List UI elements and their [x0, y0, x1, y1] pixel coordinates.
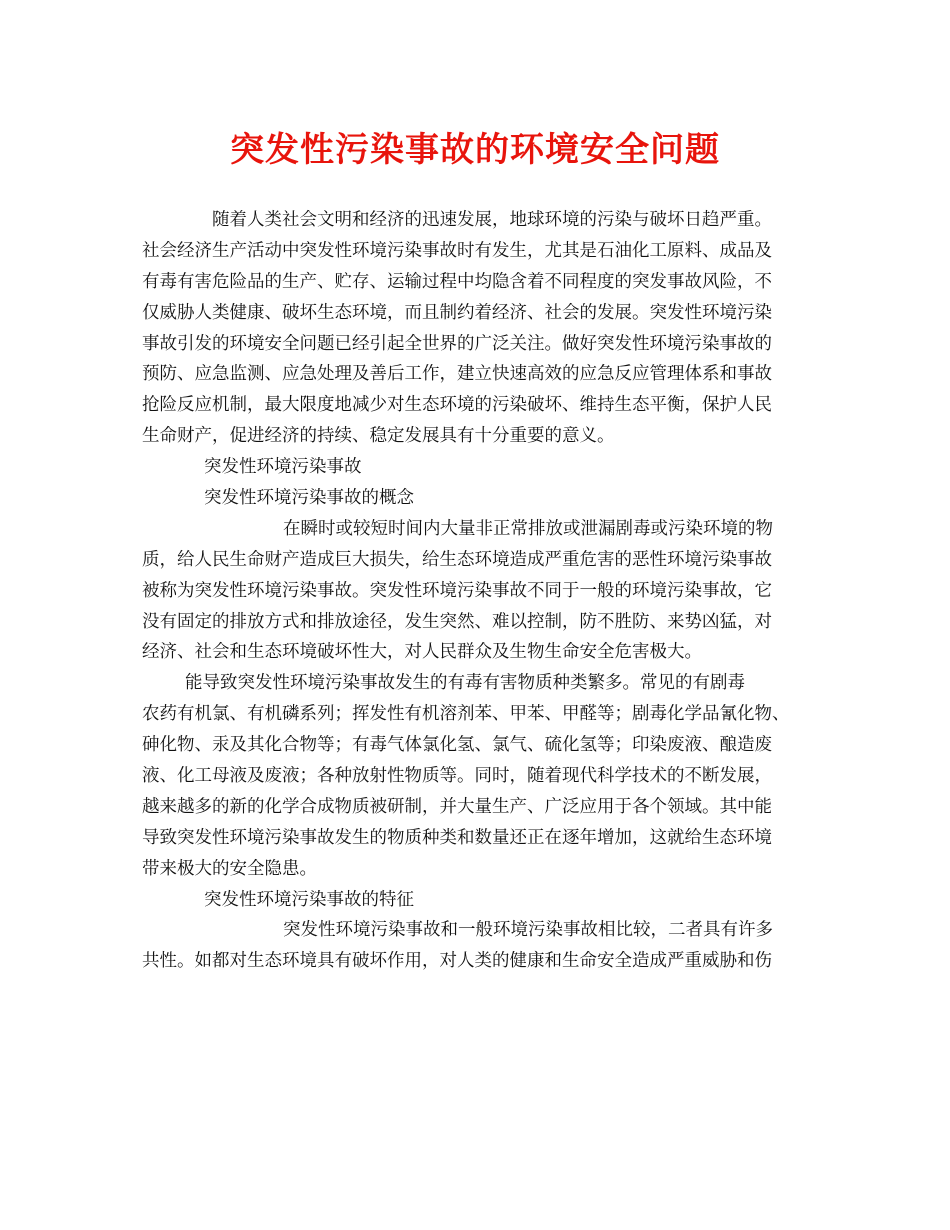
paragraph-line: 质，给人民生命财产造成巨大损失，给生态环境造成严重危害的恶性环境污染事故	[142, 549, 772, 570]
paragraph-line: 在瞬时或较短时间内大量非正常排放或泄漏剧毒或污染环境的物	[283, 518, 773, 539]
paragraph-line: 带来极大的安全隐患。	[142, 858, 317, 879]
paragraph-line: 农药有机氯、有机磷系列；挥发性有机溶剂苯、甲苯、甲醛等；剧毒化学品氰化物、	[142, 704, 790, 725]
subsection-heading: 突发性环境污染事故的特征	[204, 889, 414, 910]
document-title: 突发性污染事故的环境安全问题	[230, 130, 720, 170]
document-body	[142, 205, 832, 977]
subsection-heading: 突发性环境污染事故的概念	[204, 488, 414, 509]
paragraph-line: 共性。如都对生态环境具有破坏作用，对人类的健康和生命安全造成严重威胁和伤	[142, 951, 772, 972]
paragraph-line: 经济、社会和生态环境破坏性大，对人民群众及生物生命安全危害极大。	[142, 642, 702, 663]
paragraph-line: 导致突发性环境污染事故发生的物质种类和数量还正在逐年增加，这就给生态环境	[142, 827, 772, 848]
section-heading: 突发性环境污染事故	[204, 457, 362, 478]
paragraph-line: 砷化物、汞及其化合物等；有毒气体氯化氢、氯气、硫化氢等；印染废液、酿造废	[142, 735, 772, 756]
paragraph-line: 有毒有害危险品的生产、贮存、运输过程中均隐含着不同程度的突发事故风险，不	[142, 271, 772, 292]
paragraph-line: 生命财产，促进经济的持续、稳定发展具有十分重要的意义。	[142, 426, 615, 447]
paragraph-line: 越来越多的新的化学合成物质被研制，并大量生产、广泛应用于各个领域。其中能	[142, 796, 772, 817]
paragraph-line: 被称为突发性环境污染事故。突发性环境污染事故不同于一般的环境污染事故，它	[142, 580, 772, 601]
paragraph-line: 没有固定的排放方式和排放途径，发生突然、难以控制，防不胜防、来势凶猛，对	[142, 611, 772, 632]
paragraph-line: 事故引发的环境安全问题已经引起全世界的广泛关注。做好突发性环境污染事故的	[142, 333, 772, 354]
paragraph-line: 抢险反应机制，最大限度地减少对生态环境的污染破坏、维持生态平衡，保护人民	[142, 395, 772, 416]
paragraph-line: 预防、应急监测、应急处理及善后工作，建立快速高效的应急反应管理体系和事故	[142, 364, 772, 385]
paragraph-line: 液、化工母液及废液；各种放射性物质等。同时，随着现代科学技术的不断发展，	[142, 766, 772, 787]
paragraph-line: 随着人类社会文明和经济的迅速发展，地球环境的污染与破坏日趋严重。	[212, 210, 772, 230]
paragraph-line: 能导致突发性环境污染事故发生的有毒有害物质种类繁多。常见的有剧毒	[185, 673, 745, 694]
paragraph-line: 社会经济生产活动中突发性环境污染事故时有发生，尤其是石油化工原料、成品及	[142, 240, 772, 261]
paragraph-line: 突发性环境污染事故和一般环境污染事故相比较，二者具有许多	[283, 920, 773, 941]
paragraph-line: 仅威胁人类健康、破坏生态环境，而且制约着经济、社会的发展。突发性环境污染	[142, 302, 772, 323]
